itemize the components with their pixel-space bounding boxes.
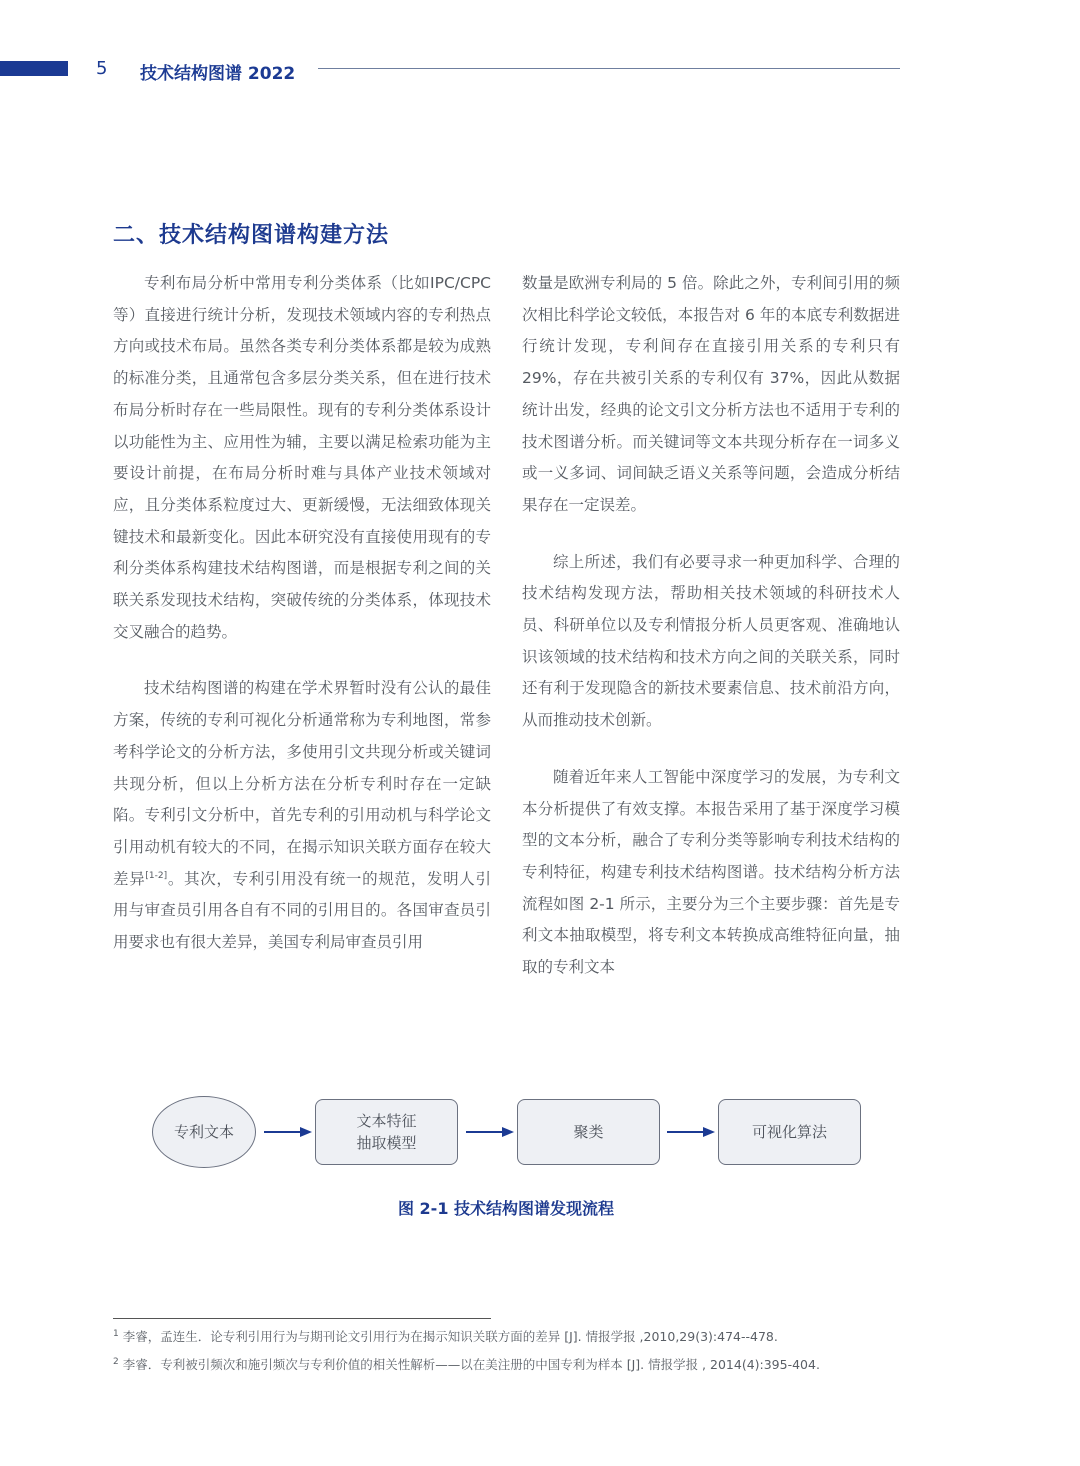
header-accent-bar (0, 61, 68, 76)
paragraph-text: 。 (167, 869, 185, 888)
footnote-rule (113, 1318, 491, 1319)
body-paragraph: 随着近年来人工智能中深度学习的发展，为专利文本分析提供了有效支撑。本报告采用了基于深度学习模型的文本分析，融合了专利分类等影响专利技术结构的专利特征，构建专利技术结构图谱。技术结构分析方法流程如图 2-1 所示，主要分为三个主要步骤：首先是专利文本抽取模型，将专利文本转换成高维特征向量，抽取的专利文本 (522, 767, 900, 977)
section-heading: 二、技术结构图谱构建方法 (113, 223, 390, 248)
header-rule (318, 68, 900, 69)
figure-caption: 图 2-1 技术结构图谱发现流程 (397, 1199, 615, 1218)
flow-node-clustering: 聚类 (517, 1099, 660, 1165)
body-paragraph (113, 673, 491, 958)
footnote (113, 1355, 820, 1373)
footnote-mark: 2 (113, 1356, 119, 1367)
citation-mark: [1-2] (145, 870, 168, 881)
left-column (113, 268, 491, 959)
flow-node-feature-extraction: 文本特征 抽取模型 (315, 1099, 458, 1165)
footnote (113, 1327, 778, 1345)
flow-arrow-icon (464, 1124, 516, 1140)
page-number: 5 (96, 58, 108, 79)
flow-arrow-icon (665, 1124, 717, 1140)
paragraph-text: 其次，专利引用没有统一的规范，发明人引用与审查员引用各自有不同的引用目的。各国审查员引用要求也有很大差异，美国专利局审查员引用 (113, 869, 491, 952)
body-paragraph: 数量是欧洲专利局的 5 倍。除此之外，专利间引用的频次相比科学论文较低，本报告对 6 年的本底专利数据进行统计发现，专利间存在直接引用关系的专利只有 29%，存在共被引关系的专利仅有 37%，因此从数据统计出发，经典的论文引文分析方法也不适用于专利的技术图谱分析。而关键词等文本共现分析存在一词多义或一义多词、词间缺乏语义关系等问题，会造成分析结果存在一定误差。 (522, 274, 900, 514)
right-column (522, 268, 900, 984)
body-paragraph: 综上所述，我们有必要寻求一种更加科学、合理的技术结构发现方法，帮助相关技术领域的科研技术人员、科研单位以及专利情报分析人员更客观、准确地认识该领域的技术结构和技术方向之间的关联关系，同时还有利于发现隐含的新技术要素信息、技术前沿方向，从而推动技术创新。 (522, 552, 900, 730)
footnote-mark: 1 (113, 1328, 119, 1339)
flow-arrow-icon (262, 1124, 314, 1140)
flow-node-patent-text: 专利文本 (152, 1096, 256, 1168)
flow-node-visualization: 可视化算法 (718, 1099, 861, 1165)
paragraph-text: 技术结构图谱的构建在学术界暂时没有公认的最佳方案，传统的专利可视化分析通常称为专利地图，常参考科学论文的分析方法，多使用引文共现分析或关键词共现分析，但以上分析方法在分析专利时存在一定缺陷。专利引文分析中，首先专利的引用动机与科学论文引用动机有较大的不同，在揭示知识关联方面存在较大差异 (113, 679, 491, 888)
running-title: 技术结构图谱 2022 (140, 64, 296, 84)
footnote-text: 李睿．专利被引频次和施引频次与专利价值的相关性解析——以在美注册的中国专利为样本 [J]. 情报学报 , 2014(4):395-404. (122, 1357, 820, 1372)
body-paragraph: 专利布局分析中常用专利分类体系（比如IPC/CPC 等）直接进行统计分析，发现技术领域内容的专利热点方向或技术布局。虽然各类专利分类体系都是较为成熟的标准分类，且通常包含多层分类关系，但在进行技术布局分析时存在一些局限性。现有的专利分类体系设计以功能性为主、应用性为辅，主要以满足检索功能为主要设计前提，在布局分析时难与具体产业技术领域对应，且分类体系粒度过大、更新缓慢，无法细致体现关键技术和最新变化。因此本研究没有直接使用现有的专利分类体系构建技术结构图谱，而是根据专利之间的关联关系发现技术结构，突破传统的分类体系，体现技术交叉融合的趋势。 (113, 274, 491, 641)
footnote-text: 李睿，孟连生．论专利引用行为与期刊论文引用行为在揭示知识关联方面的差异 [J]. 情报学报 ,2010,29(3):474--478. (122, 1329, 778, 1344)
